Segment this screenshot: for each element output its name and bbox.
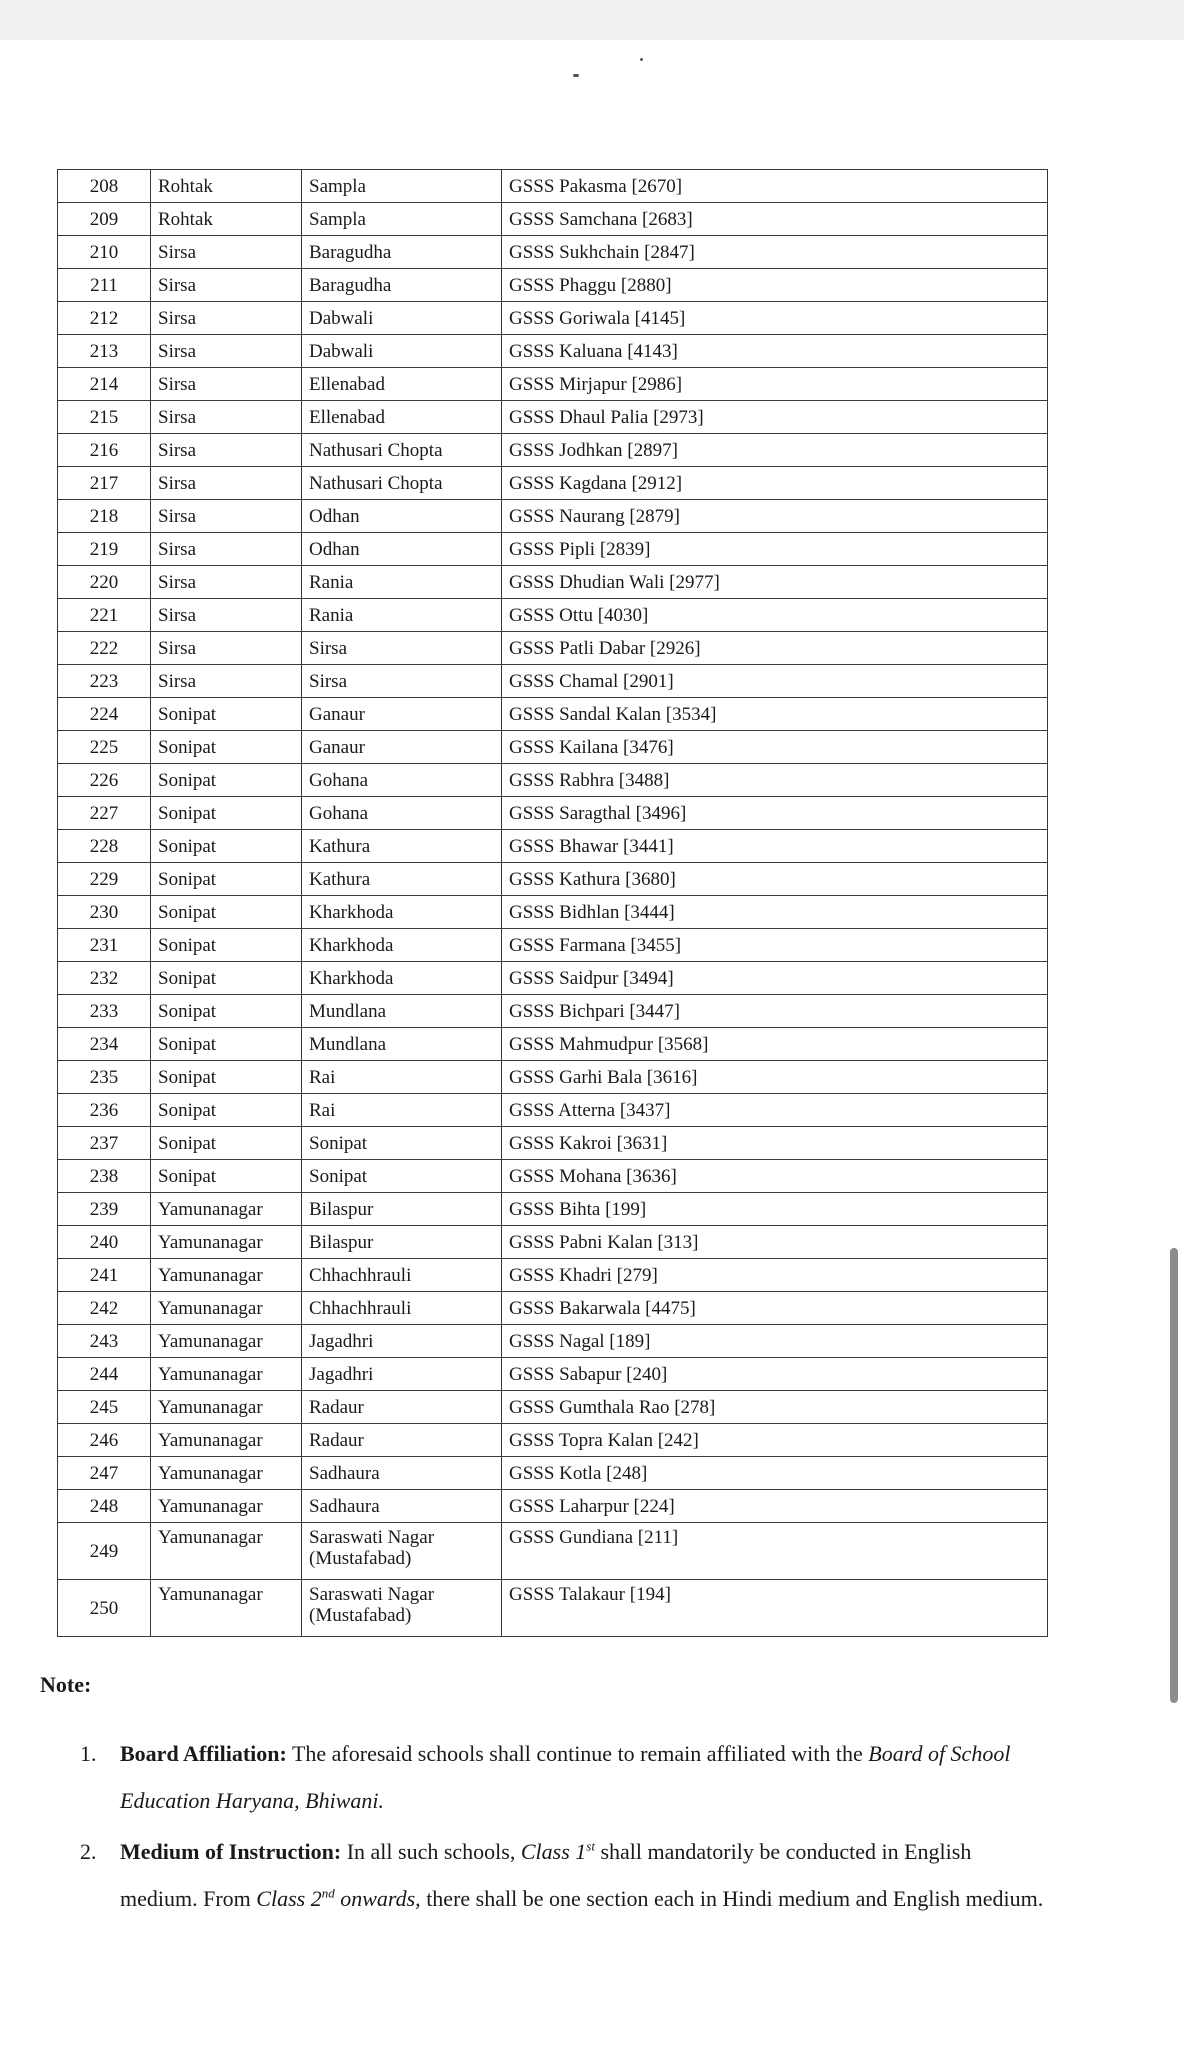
serial-number-cell: 233 (58, 995, 151, 1028)
district-cell: Sirsa (151, 335, 302, 368)
school-cell: GSSS Samchana [2683] (502, 203, 1048, 236)
note-sup-first: st (586, 1838, 595, 1854)
table-row (58, 1028, 1048, 1061)
block-cell: Gohana (302, 764, 502, 797)
school-cell: GSSS Khadri [279] (502, 1259, 1048, 1292)
notes-list (80, 1730, 1052, 1926)
table-row (58, 1127, 1048, 1160)
note-onwards: onwards, (334, 1886, 421, 1911)
schools-table (57, 169, 1048, 1637)
school-cell: GSSS Naurang [2879] (502, 500, 1048, 533)
district-cell: Sonipat (151, 863, 302, 896)
block-cell: Sampla (302, 170, 502, 203)
scan-speck (640, 58, 643, 61)
district-cell: Yamunanagar (151, 1292, 302, 1325)
table-row (58, 1226, 1048, 1259)
table-row (58, 1061, 1048, 1094)
serial-number-cell: 244 (58, 1358, 151, 1391)
note-board-name: Board of School Education Haryana, Bhiwani. (120, 1741, 1011, 1813)
school-cell: GSSS Ottu [4030] (502, 599, 1048, 632)
serial-number-cell: 220 (58, 566, 151, 599)
serial-number-cell: 226 (58, 764, 151, 797)
school-cell: GSSS Pabni Kalan [313] (502, 1226, 1048, 1259)
table-row (58, 1259, 1048, 1292)
school-cell: GSSS Bakarwala [4475] (502, 1292, 1048, 1325)
serial-number-cell: 208 (58, 170, 151, 203)
school-cell: GSSS Kagdana [2912] (502, 467, 1048, 500)
school-cell: GSSS Sabapur [240] (502, 1358, 1048, 1391)
school-cell: GSSS Mirjapur [2986] (502, 368, 1048, 401)
note-item-medium-of-instruction (80, 1828, 1052, 1922)
school-cell: GSSS Bihta [199] (502, 1193, 1048, 1226)
serial-number-cell: 241 (58, 1259, 151, 1292)
block-cell: Jagadhri (302, 1358, 502, 1391)
block-cell: Kharkhoda (302, 929, 502, 962)
district-cell: Yamunanagar (151, 1391, 302, 1424)
serial-number-cell: 235 (58, 1061, 151, 1094)
serial-number-cell: 236 (58, 1094, 151, 1127)
table-row (58, 467, 1048, 500)
table-row (58, 1358, 1048, 1391)
district-cell: Yamunanagar (151, 1193, 302, 1226)
block-cell: Radaur (302, 1424, 502, 1457)
district-cell: Rohtak (151, 203, 302, 236)
table-row (58, 1325, 1048, 1358)
district-cell: Sonipat (151, 1028, 302, 1061)
district-cell: Sirsa (151, 236, 302, 269)
note-text: there shall be one section each in Hindi medium and English medium. (420, 1886, 1044, 1911)
school-cell: GSSS Jodhkan [2897] (502, 434, 1048, 467)
block-cell: Sampla (302, 203, 502, 236)
table-row (58, 434, 1048, 467)
table-row (58, 731, 1048, 764)
school-cell: GSSS Topra Kalan [242] (502, 1424, 1048, 1457)
school-cell: GSSS Mohana [3636] (502, 1160, 1048, 1193)
district-cell: Sonipat (151, 1127, 302, 1160)
school-cell: GSSS Laharpur [224] (502, 1490, 1048, 1523)
block-cell: Kathura (302, 863, 502, 896)
serial-number-cell: 222 (58, 632, 151, 665)
table-row (58, 764, 1048, 797)
block-cell: Gohana (302, 797, 502, 830)
school-cell: GSSS Bidhlan [3444] (502, 896, 1048, 929)
top-bar (0, 0, 1184, 40)
block-cell: Nathusari Chopta (302, 467, 502, 500)
block-cell: Bilaspur (302, 1193, 502, 1226)
district-cell: Yamunanagar (151, 1457, 302, 1490)
serial-number-cell: 211 (58, 269, 151, 302)
serial-number-cell: 247 (58, 1457, 151, 1490)
block-cell: Jagadhri (302, 1325, 502, 1358)
serial-number-cell: 215 (58, 401, 151, 434)
district-cell: Yamunanagar (151, 1580, 302, 1637)
district-cell: Sonipat (151, 896, 302, 929)
table-row (58, 599, 1048, 632)
school-cell: GSSS Kathura [3680] (502, 863, 1048, 896)
school-cell: GSSS Rabhra [3488] (502, 764, 1048, 797)
school-cell: GSSS Mahmudpur [3568] (502, 1028, 1048, 1061)
serial-number-cell: 249 (58, 1523, 151, 1580)
block-cell: Sonipat (302, 1127, 502, 1160)
serial-number-cell: 216 (58, 434, 151, 467)
table-row (58, 401, 1048, 434)
block-cell: Baragudha (302, 236, 502, 269)
serial-number-cell: 243 (58, 1325, 151, 1358)
school-cell: GSSS Gumthala Rao [278] (502, 1391, 1048, 1424)
district-cell: Sirsa (151, 368, 302, 401)
table-row (58, 566, 1048, 599)
school-cell: GSSS Kaluana [4143] (502, 335, 1048, 368)
school-cell: GSSS Kailana [3476] (502, 731, 1048, 764)
table-row (58, 335, 1048, 368)
table-row (58, 1523, 1048, 1580)
serial-number-cell: 238 (58, 1160, 151, 1193)
serial-number-cell: 232 (58, 962, 151, 995)
block-cell: Sirsa (302, 632, 502, 665)
district-cell: Yamunanagar (151, 1523, 302, 1580)
district-cell: Sonipat (151, 1160, 302, 1193)
school-cell: GSSS Sandal Kalan [3534] (502, 698, 1048, 731)
school-cell: GSSS Kotla [248] (502, 1457, 1048, 1490)
table-row (58, 500, 1048, 533)
block-cell: Sadhaura (302, 1457, 502, 1490)
table-row (58, 203, 1048, 236)
district-cell: Sonipat (151, 1094, 302, 1127)
block-cell: Kharkhoda (302, 896, 502, 929)
block-cell: Baragudha (302, 269, 502, 302)
table-row (58, 1580, 1048, 1637)
note-text: The aforesaid schools shall continue to remain affiliated with the (286, 1741, 869, 1766)
serial-number-cell: 240 (58, 1226, 151, 1259)
table-row (58, 896, 1048, 929)
district-cell: Sirsa (151, 434, 302, 467)
serial-number-cell: 234 (58, 1028, 151, 1061)
district-cell: Yamunanagar (151, 1424, 302, 1457)
serial-number-cell: 227 (58, 797, 151, 830)
table-row (58, 302, 1048, 335)
note-class-second: Class 2 (256, 1886, 322, 1911)
school-cell: GSSS Pipli [2839] (502, 533, 1048, 566)
serial-number-cell: 246 (58, 1424, 151, 1457)
district-cell: Sonipat (151, 698, 302, 731)
serial-number-cell: 237 (58, 1127, 151, 1160)
table-row (58, 533, 1048, 566)
school-cell: GSSS Kakroi [3631] (502, 1127, 1048, 1160)
district-cell: Sonipat (151, 764, 302, 797)
note-class-first: Class 1 (520, 1839, 587, 1864)
note-item-board-affiliation (80, 1730, 1052, 1824)
block-cell: Mundlana (302, 1028, 502, 1061)
serial-number-cell: 223 (58, 665, 151, 698)
serial-number-cell: 229 (58, 863, 151, 896)
district-cell: Sonipat (151, 797, 302, 830)
school-cell: GSSS Atterna [3437] (502, 1094, 1048, 1127)
district-cell: Sirsa (151, 632, 302, 665)
block-cell: Rania (302, 566, 502, 599)
district-cell: Sonipat (151, 995, 302, 1028)
block-cell: Sadhaura (302, 1490, 502, 1523)
school-cell: GSSS Phaggu [2880] (502, 269, 1048, 302)
district-cell: Sirsa (151, 500, 302, 533)
school-cell: GSSS Pakasma [2670] (502, 170, 1048, 203)
table-row (58, 995, 1048, 1028)
serial-number-cell: 242 (58, 1292, 151, 1325)
school-cell: GSSS Nagal [189] (502, 1325, 1048, 1358)
block-cell: Kharkhoda (302, 962, 502, 995)
school-cell: GSSS Sukhchain [2847] (502, 236, 1048, 269)
block-cell: Ganaur (302, 731, 502, 764)
district-cell: Sirsa (151, 269, 302, 302)
block-cell: Ellenabad (302, 368, 502, 401)
table-row (58, 170, 1048, 203)
note-title: Note: (40, 1672, 92, 1697)
block-cell: Odhan (302, 500, 502, 533)
block-cell: Mundlana (302, 995, 502, 1028)
table-row (58, 1490, 1048, 1523)
school-cell: GSSS Goriwala [4145] (502, 302, 1048, 335)
table-row (58, 962, 1048, 995)
school-cell: GSSS Bhawar [3441] (502, 830, 1048, 863)
table-row (58, 1160, 1048, 1193)
serial-number-cell: 248 (58, 1490, 151, 1523)
district-cell: Yamunanagar (151, 1325, 302, 1358)
school-cell: GSSS Gundiana [211] (502, 1523, 1048, 1580)
table-row (58, 863, 1048, 896)
serial-number-cell: 209 (58, 203, 151, 236)
table-row (58, 368, 1048, 401)
note-number: 2. (80, 1839, 97, 1864)
school-cell: GSSS Talakaur [194] (502, 1580, 1048, 1637)
district-cell: Sonipat (151, 929, 302, 962)
serial-number-cell: 212 (58, 302, 151, 335)
school-cell: GSSS Saragthal [3496] (502, 797, 1048, 830)
school-cell: GSSS Farmana [3455] (502, 929, 1048, 962)
schools-table-body (58, 170, 1048, 1637)
note-text: shall mandatorily be conducted in English medium. From (120, 1839, 972, 1911)
district-cell: Yamunanagar (151, 1490, 302, 1523)
block-cell: Chhachhrauli (302, 1292, 502, 1325)
district-cell: Sirsa (151, 533, 302, 566)
block-cell: Odhan (302, 533, 502, 566)
block-cell: Rai (302, 1061, 502, 1094)
block-cell: Saraswati Nagar (Mustafabad) (302, 1523, 502, 1580)
district-cell: Rohtak (151, 170, 302, 203)
serial-number-cell: 221 (58, 599, 151, 632)
block-cell: Dabwali (302, 335, 502, 368)
serial-number-cell: 250 (58, 1580, 151, 1637)
serial-number-cell: 218 (58, 500, 151, 533)
school-cell: GSSS Garhi Bala [3616] (502, 1061, 1048, 1094)
district-cell: Sirsa (151, 566, 302, 599)
district-cell: Sonipat (151, 830, 302, 863)
school-cell: GSSS Patli Dabar [2926] (502, 632, 1048, 665)
district-cell: Sonipat (151, 731, 302, 764)
table-row (58, 665, 1048, 698)
block-cell: Bilaspur (302, 1226, 502, 1259)
serial-number-cell: 225 (58, 731, 151, 764)
school-cell: GSSS Dhaul Palia [2973] (502, 401, 1048, 434)
serial-number-cell: 210 (58, 236, 151, 269)
block-cell: Saraswati Nagar (Mustafabad) (302, 1580, 502, 1637)
block-cell: Sirsa (302, 665, 502, 698)
serial-number-cell: 230 (58, 896, 151, 929)
serial-number-cell: 213 (58, 335, 151, 368)
note-label: Board Affiliation: (120, 1741, 287, 1766)
serial-number-cell: 214 (58, 368, 151, 401)
school-cell: GSSS Saidpur [3494] (502, 962, 1048, 995)
note-text: In all such schools, (341, 1839, 521, 1864)
block-cell: Rania (302, 599, 502, 632)
note-number: 1. (80, 1741, 97, 1766)
district-cell: Sonipat (151, 1061, 302, 1094)
serial-number-cell: 231 (58, 929, 151, 962)
serial-number-cell: 245 (58, 1391, 151, 1424)
table-row (58, 1457, 1048, 1490)
serial-number-cell: 239 (58, 1193, 151, 1226)
serial-number-cell: 219 (58, 533, 151, 566)
note-sup-second: nd (321, 1885, 335, 1901)
district-cell: Sonipat (151, 962, 302, 995)
block-cell: Nathusari Chopta (302, 434, 502, 467)
block-cell: Sonipat (302, 1160, 502, 1193)
district-cell: Yamunanagar (151, 1358, 302, 1391)
school-cell: GSSS Bichpari [3447] (502, 995, 1048, 1028)
block-cell: Kathura (302, 830, 502, 863)
table-row (58, 698, 1048, 731)
block-cell: Dabwali (302, 302, 502, 335)
block-cell: Rai (302, 1094, 502, 1127)
block-cell: Radaur (302, 1391, 502, 1424)
table-row (58, 632, 1048, 665)
block-cell: Chhachhrauli (302, 1259, 502, 1292)
table-row (58, 797, 1048, 830)
school-cell: GSSS Dhudian Wali [2977] (502, 566, 1048, 599)
table-row (58, 929, 1048, 962)
scrollbar-thumb[interactable] (1170, 1248, 1178, 1703)
table-row (58, 1391, 1048, 1424)
district-cell: Sirsa (151, 599, 302, 632)
table-row (58, 1424, 1048, 1457)
note-label: Medium of Instruction: (120, 1839, 342, 1864)
district-cell: Yamunanagar (151, 1259, 302, 1292)
block-cell: Ganaur (302, 698, 502, 731)
serial-number-cell: 228 (58, 830, 151, 863)
district-cell: Sirsa (151, 302, 302, 335)
serial-number-cell: 217 (58, 467, 151, 500)
scan-speck (573, 74, 579, 77)
district-cell: Sirsa (151, 467, 302, 500)
block-cell: Ellenabad (302, 401, 502, 434)
table-row (58, 1193, 1048, 1226)
serial-number-cell: 224 (58, 698, 151, 731)
table-row (58, 830, 1048, 863)
table-row (58, 236, 1048, 269)
district-cell: Sirsa (151, 401, 302, 434)
district-cell: Yamunanagar (151, 1226, 302, 1259)
table-row (58, 269, 1048, 302)
table-row (58, 1094, 1048, 1127)
school-cell: GSSS Chamal [2901] (502, 665, 1048, 698)
table-row (58, 1292, 1048, 1325)
district-cell: Sirsa (151, 665, 302, 698)
